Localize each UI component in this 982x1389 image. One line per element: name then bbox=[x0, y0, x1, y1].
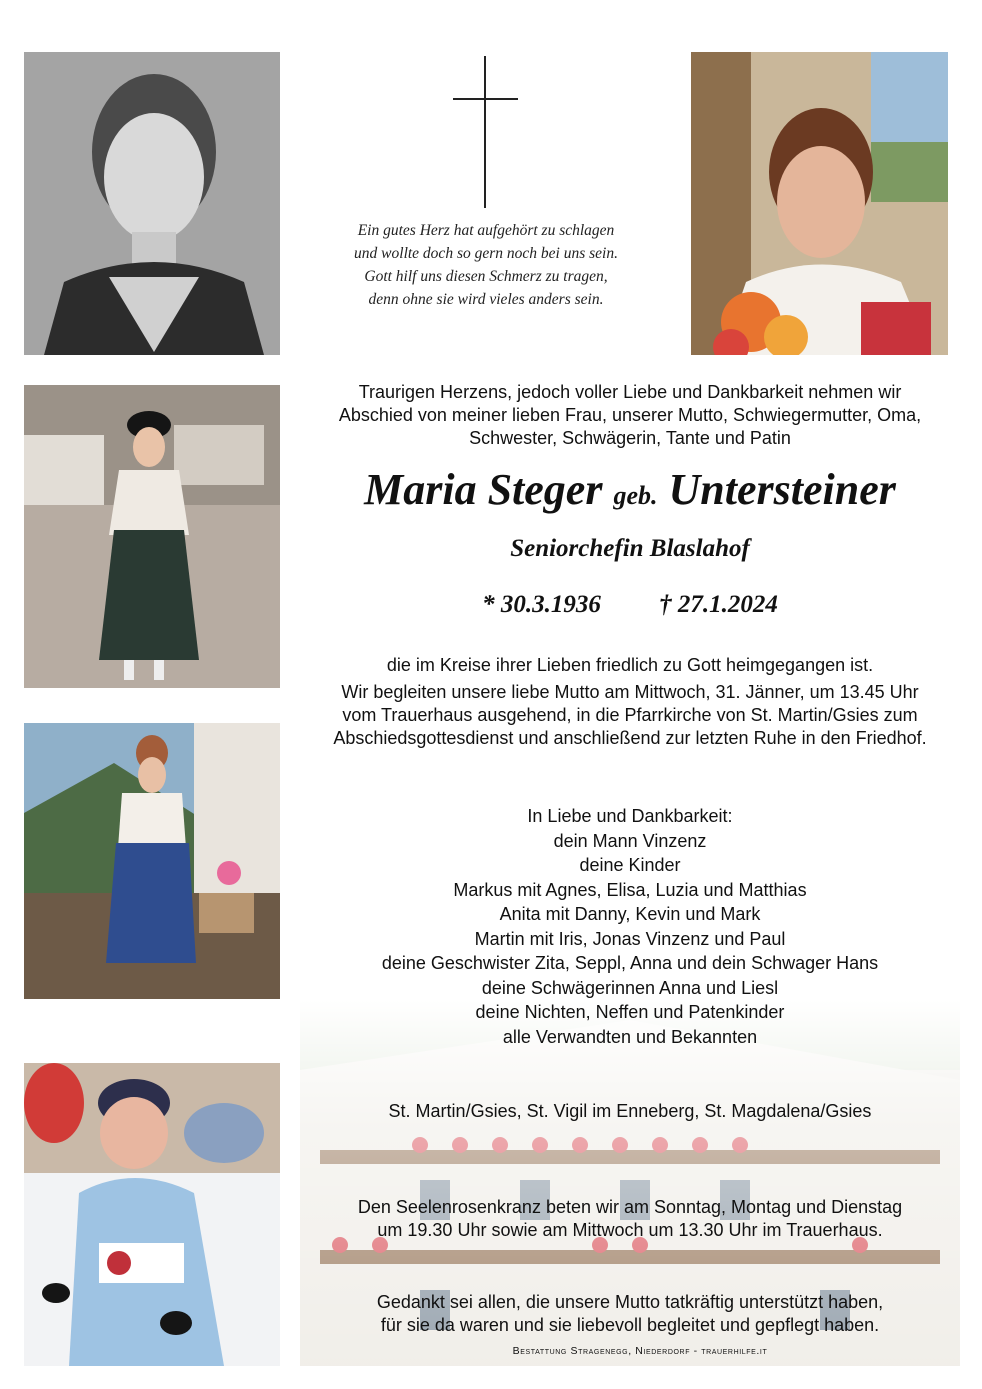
funeral-line: Wir begleiten unsere liebe Mutto am Mittwoch, 31. Jänner, um 13.45 Uhr bbox=[341, 682, 919, 702]
mourners-list bbox=[290, 804, 970, 1049]
announcement-lead: die im Kreise ihrer Lieben friedlich zu Gott heimgegangen ist. bbox=[386, 655, 874, 675]
mourners-line: Anita mit Danny, Kevin und Mark bbox=[499, 904, 761, 924]
mourners-line: Markus mit Agnes, Elisa, Luzia und Matthias bbox=[453, 879, 807, 900]
poem-line: Gott hilf uns diesen Schmerz zu tragen, bbox=[364, 268, 608, 285]
costume-street-photo bbox=[24, 385, 280, 688]
mourners-line: Martin mit Iris, Jonas Vinzenz und Paul bbox=[474, 928, 786, 949]
intro-text bbox=[290, 381, 970, 450]
geb-label: geb. bbox=[613, 481, 658, 510]
funeral-announcement bbox=[290, 654, 970, 750]
birth-date: * 30.3.1936 bbox=[482, 591, 601, 618]
first-last-name: Maria Steger bbox=[364, 465, 603, 514]
places-line: St. Martin/Gsies, St. Vigil im Enneberg, St. Magdalena/Gsies bbox=[388, 1101, 872, 1121]
poem-line: Ein gutes Herz hat aufgehört zu schlagen bbox=[357, 222, 615, 239]
mourners-line: deine Nichten, Neffen und Patenkinder bbox=[475, 1002, 785, 1022]
intro-line: Traurigen Herzens, jedoch voller Liebe und Dankbarkeit nehmen wir bbox=[358, 382, 902, 402]
intro-line: Schwester, Schwägerin, Tante und Patin bbox=[469, 428, 791, 448]
mourners-line: deine Kinder bbox=[579, 855, 681, 875]
funeral-line: vom Trauerhaus ausgehend, in die Pfarrkirche von St. Martin/Gsies zum bbox=[342, 705, 918, 725]
life-dates bbox=[290, 588, 970, 622]
thanks-notice bbox=[290, 1291, 970, 1337]
death-date: † 27.1.2024 bbox=[659, 591, 778, 618]
poem-line: und wollte doch so gern noch bei uns sein. bbox=[354, 245, 618, 262]
rosary-line: um 19.30 Uhr sowie am Mittwoch um 13.30 Uhr im Trauerhaus. bbox=[377, 1220, 883, 1240]
portrait-photo-black-white bbox=[24, 52, 280, 355]
mourners-line: deine Schwägerinnen Anna und Liesl bbox=[481, 977, 779, 998]
portrait-photo-color bbox=[691, 52, 948, 355]
mourners-line: deine Geschwister Zita, Seppl, Anna und dein Schwager Hans bbox=[381, 953, 879, 973]
mourners-line: In Liebe und Dankbarkeit: bbox=[527, 806, 733, 826]
deceased-subtitle: Seniorchefin Blaslahof bbox=[510, 535, 750, 562]
rosary-line: Den Seelenrosenkranz beten wir am Sonntag, Montag und Dienstag bbox=[357, 1197, 903, 1217]
maiden-name: Untersteiner bbox=[668, 465, 896, 514]
funeral-line: Abschiedsgottesdienst und anschließend zur letzten Ruhe in den Friedhof. bbox=[333, 728, 927, 748]
cross-icon bbox=[453, 56, 518, 208]
funeral-home-footer: Bestattung Stragenegg, Niederdorf - trauerhilfe.it bbox=[512, 1345, 768, 1357]
costume-farm-photo bbox=[24, 723, 280, 999]
rosary-notice bbox=[290, 1196, 970, 1242]
thanks-line: für sie da waren und sie liebevoll begleitet und gepflegt haben. bbox=[380, 1315, 880, 1335]
intro-line: Abschied von meiner lieben Frau, unserer Mutto, Schwiegermutter, Oma, bbox=[338, 405, 922, 425]
poem-line: denn ohne sie wird vieles anders sein. bbox=[368, 291, 604, 308]
mourners-line: alle Verwandten und Bekannten bbox=[502, 1026, 758, 1047]
poem-verse bbox=[300, 219, 672, 311]
mourners-line: dein Mann Vinzenz bbox=[553, 830, 707, 851]
deceased-name bbox=[290, 463, 970, 523]
thanks-line: Gedankt sei allen, die unsere Mutto tatkräftig unterstützt haben, bbox=[376, 1292, 884, 1312]
skiing-photo bbox=[24, 1063, 280, 1366]
